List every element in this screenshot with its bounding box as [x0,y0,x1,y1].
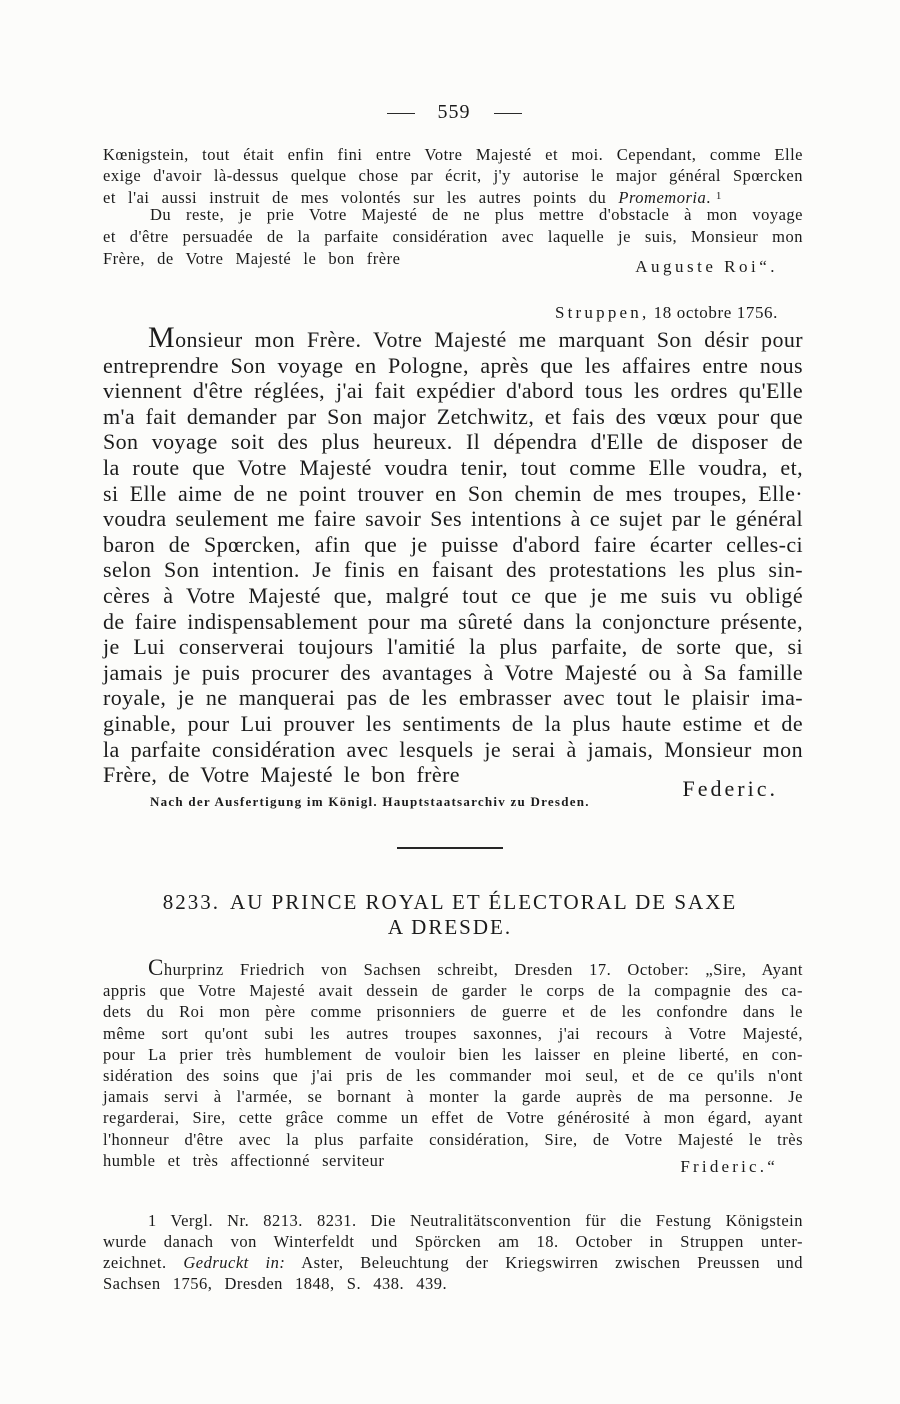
dateline-place: Struppen, [554,303,650,322]
summary-paragraph [103,955,803,1171]
text-line: Du reste, je prie Votre Majesté de ne plus mettre d'obstacle à mon voyage [150,205,803,224]
section-number: 8233. [162,890,221,914]
section-heading [0,890,900,940]
source-note: Nach der Ausfertigung im Königl. Hauptstaatsarchiv zu Dresden. [150,794,590,809]
text-line: si Elle aime de ne point trouver en Son chemin de mes troupes, Elle· [103,480,803,506]
footnote-reference: 1 [715,190,722,202]
text-line: je Lui conserverai toujours l'amitié la plus parfaite, de sorte que, si [103,634,803,660]
text-line [103,1210,803,1231]
letter-body [103,321,803,788]
text-line: appris que Votre Majesté avait dessein de garder le corps de la compagnie des ca- [103,981,803,1001]
text-line: Frère, de Votre Majesté le bon frère [103,249,401,268]
text-line: entreprendre Son voyage en Pologne, après que les affaires entre nous [103,352,803,378]
text-line: cères à Votre Majesté que, malgré tout ce que je me suis vu obligé [103,582,803,608]
text-span: Vergl. Nr. 8213. 8231. Die Neutralitätsconvention für die Festung Königstein [170,1210,803,1230]
footnote-marker: 1 [148,1210,157,1230]
text-line: ginable, pour Lui prouver les sentiments de la plus haute estime et de [103,710,803,736]
signature-auguste: Auguste Roi“. [635,257,778,276]
text-line: sidération des soins que j'ai pris de les commander moi seul, et de ce qu'ils n'ont [103,1066,803,1086]
text-line: regarderai, Sire, cette grâce comme un effet de Votre générosité à mon égard, ayant [103,1108,803,1128]
signature-federic: Federic. [682,776,778,801]
text-line: la route que Votre Majesté voudra tenir, tout comme Elle voudra, et, [103,454,803,480]
text-line: pour La prier très humblement de vouloir bien les laisser en pleine liberté, en con- [103,1044,803,1064]
section-divider [397,847,503,849]
text-line: voudra seulement me faire savoir Ses intentions à ce sujet par le général [103,506,803,532]
text-line: Frère, de Votre Majesté le bon frère [103,762,460,788]
text-line: même sort qu'ont subi les autres troupes saxonnes, j'ai recours à Votre Majesté, [103,1023,803,1043]
text-line: wurde danach von Winterfeldt und Spörcken am 18. October in Struppen unter- [103,1231,803,1251]
page-number-dash-left [387,113,415,114]
text-line: exige d'avoir là-dessus quelque chose par écrit, j'y autorise le major général Spœrcken [103,165,803,185]
text-line: de faire indispensablement pour ma sûreté dans la conjoncture présente, [103,608,803,634]
text-line: viennent d'être réglées, j'ai fait expédier d'abord tous les ordres qu'Elle [103,378,803,404]
footnote [103,1210,803,1294]
carryover-paragraph [103,145,803,209]
text-line: Churprinz Friedrich von Sachsen schreibt, Dresden 17. October: „Sire, Ayant [148,955,803,980]
text-line: dets du Roi mon père comme prisonniers de guerre et de les confondre dans le [103,1002,803,1022]
text-line: et d'être persuadée de la parfaite considération avec laquelle je suis, Monsieur mon [103,227,803,246]
dateline-date: 18 octobre 1756. [653,303,778,322]
text-line: l'honneur d'être avec la plus parfaite considération, Sire, de Votre Majesté le très [103,1129,803,1149]
page-number: 559 [437,101,471,123]
heading-line [0,890,900,915]
text-line: m'a fait demander par Son major Zetchwitz, et fais des vœux pour que [103,403,803,429]
text-line: humble et très affectionné serviteur [103,1150,385,1170]
page-number-header [0,99,900,125]
text-span: zeichnet. [103,1252,184,1272]
text-line: jamais servi à l'armée, se bornant à monter la garde auprès de ma personne. Je [103,1087,803,1107]
text-line: Kœnigstein, tout était enfin fini entre Votre Majesté et moi. Cependant, comme Elle [103,145,803,164]
heading-line: A DRESDE. [387,915,513,939]
text-line: selon Son intention. Je finis en faisant des protestations les plus sin- [103,557,803,583]
text-line: la parfaite considération avec lesquels je serai à jamais, Monsieur mon [103,736,803,762]
text-span: . [706,188,711,207]
dateline [555,302,778,324]
text-line: Son voyage soit des plus heureux. Il dépendra d'Elle de disposer de [103,429,803,455]
gedruckt-italic: Gedruckt in: [183,1252,286,1272]
section-title: AU PRINCE ROYAL ET ÉLECTORAL DE SAXE [230,890,738,914]
text-span: et l'ai aussi instruit de mes volontés sur les autres points du [103,188,619,207]
text-line: Sachsen 1756, Dresden 1848, S. 438. 439. [103,1273,448,1293]
text-line: royale, je ne manquerai pas de les embrasser avec tout le plaisir ima- [103,685,803,711]
signature-frideric: Frideric.“ [680,1157,778,1176]
text-line [103,1252,803,1273]
text-span: Aster, Beleuchtung der Kriegswirren zwischen Preussen und [285,1252,803,1272]
text-line: Monsieur mon Frère. Votre Majesté me marquant Son désir pour [148,321,803,354]
text-line: baron de Spœrcken, afin que je puisse d'abord faire écarter celles-ci [103,531,803,557]
promemoria-italic: Promemoria [618,188,707,207]
text-line: jamais je puis procurer des avantages à Votre Majesté ou à Sa famille [103,659,803,685]
page-number-dash-right [494,113,522,114]
